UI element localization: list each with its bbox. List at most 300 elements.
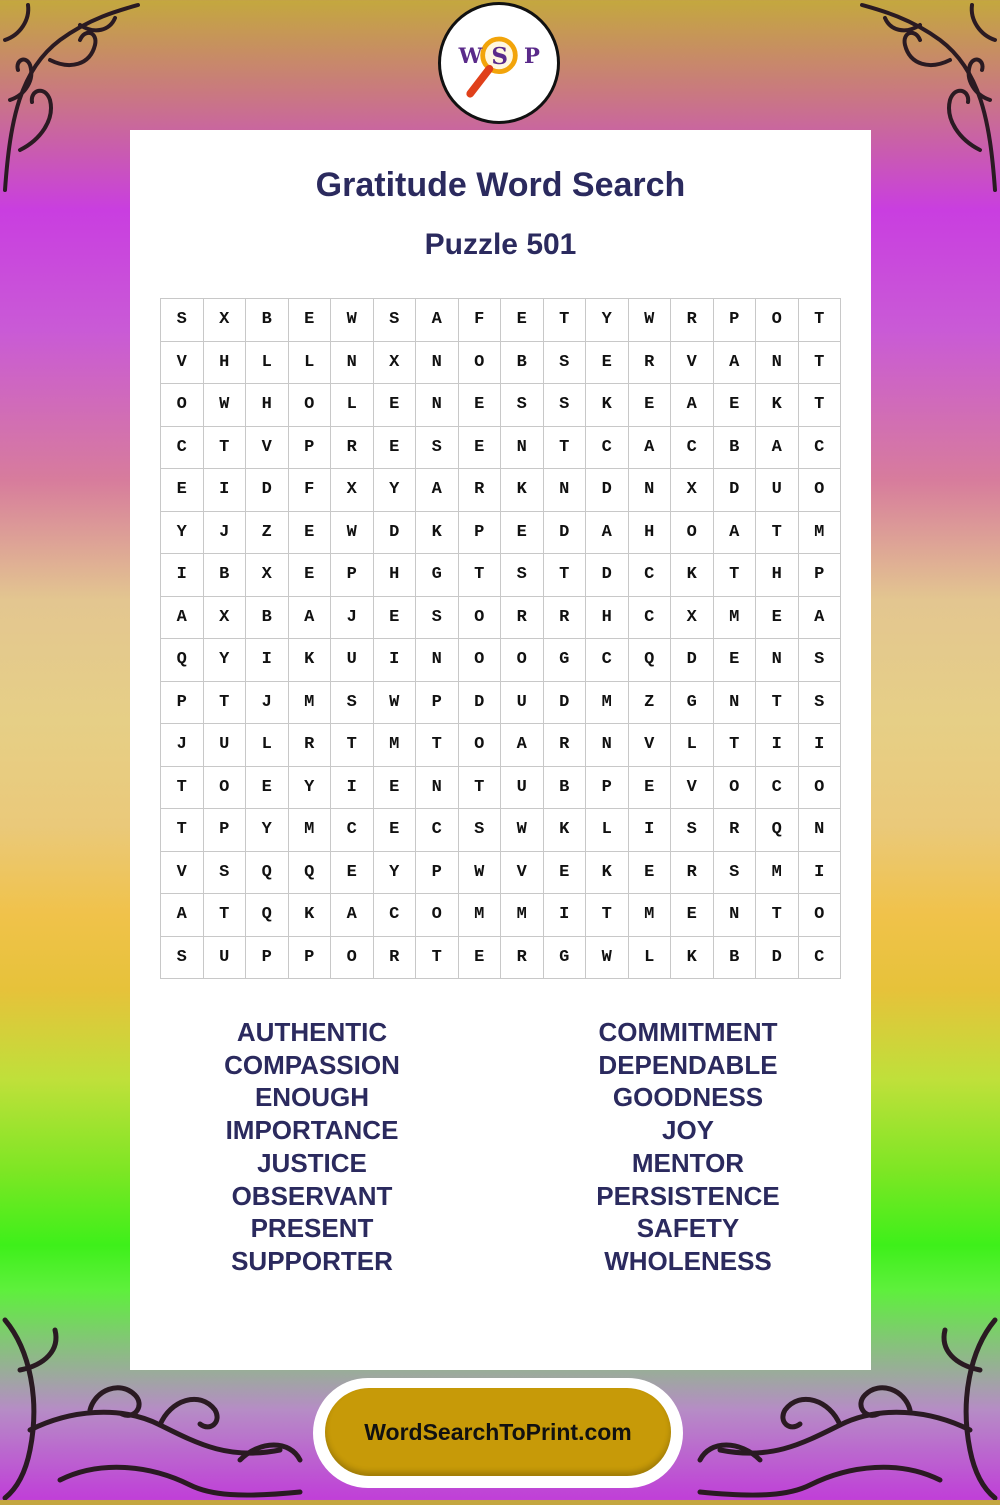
grid-row: [161, 341, 841, 384]
grid-cell[interactable]: B: [246, 299, 289, 342]
grid-row: [161, 596, 841, 639]
grid-cell[interactable]: T: [798, 384, 841, 427]
grid-cell[interactable]: N: [501, 426, 544, 469]
grid-cell[interactable]: E: [288, 554, 331, 597]
grid-cell[interactable]: C: [671, 426, 714, 469]
grid-cell[interactable]: I: [798, 724, 841, 767]
grid-cell[interactable]: M: [628, 894, 671, 937]
grid-row: [161, 511, 841, 554]
grid-cell[interactable]: G: [543, 639, 586, 682]
word-item: IMPORTANCE: [225, 1115, 399, 1146]
grid-cell[interactable]: T: [458, 766, 501, 809]
grid-cell[interactable]: X: [373, 341, 416, 384]
grid-cell[interactable]: T: [416, 724, 459, 767]
grid-cell[interactable]: N: [331, 341, 374, 384]
grid-cell[interactable]: X: [203, 596, 246, 639]
grid-cell[interactable]: E: [288, 511, 331, 554]
grid-cell[interactable]: G: [543, 936, 586, 979]
grid-cell[interactable]: E: [373, 596, 416, 639]
grid-cell[interactable]: D: [713, 469, 756, 512]
grid-cell[interactable]: U: [203, 724, 246, 767]
grid-cell[interactable]: M: [756, 851, 799, 894]
grid-cell[interactable]: O: [756, 299, 799, 342]
grid-cell[interactable]: N: [543, 469, 586, 512]
grid-cell[interactable]: O: [798, 469, 841, 512]
logo-letter-w: W: [458, 43, 483, 68]
grid-cell[interactable]: I: [756, 724, 799, 767]
grid-cell[interactable]: T: [713, 724, 756, 767]
grid-cell[interactable]: M: [288, 681, 331, 724]
grid-cell[interactable]: L: [671, 724, 714, 767]
grid-cell[interactable]: E: [628, 766, 671, 809]
grid-cell[interactable]: S: [798, 639, 841, 682]
corner-ornament-top-left: [0, 0, 140, 200]
word-item: SAFETY: [636, 1213, 740, 1244]
grid-cell[interactable]: D: [458, 681, 501, 724]
grid-cell[interactable]: R: [543, 596, 586, 639]
grid-row: [161, 299, 841, 342]
grid-cell[interactable]: W: [331, 511, 374, 554]
word-item: COMMITMENT: [598, 1017, 778, 1047]
grid-cell[interactable]: X: [331, 469, 374, 512]
grid-row: [161, 851, 841, 894]
grid-cell[interactable]: E: [713, 639, 756, 682]
word-item: SUPPORTER: [231, 1245, 393, 1276]
grid-cell[interactable]: M: [458, 894, 501, 937]
grid-cell[interactable]: W: [203, 384, 246, 427]
grid-cell[interactable]: K: [288, 639, 331, 682]
grid-cell[interactable]: V: [628, 724, 671, 767]
grid-row: [161, 936, 841, 979]
grid-cell[interactable]: V: [501, 851, 544, 894]
grid-cell[interactable]: C: [331, 809, 374, 852]
grid-cell[interactable]: N: [713, 681, 756, 724]
grid-cell[interactable]: K: [416, 511, 459, 554]
grid-cell[interactable]: C: [756, 766, 799, 809]
grid-cell[interactable]: E: [373, 426, 416, 469]
grid-cell[interactable]: K: [671, 936, 714, 979]
grid-cell[interactable]: Y: [203, 639, 246, 682]
grid-cell[interactable]: Q: [246, 894, 289, 937]
grid-cell[interactable]: E: [501, 511, 544, 554]
grid-cell[interactable]: M: [713, 596, 756, 639]
grid-cell[interactable]: S: [373, 299, 416, 342]
word-item: GOODNESS: [612, 1082, 764, 1113]
grid-cell[interactable]: T: [543, 299, 586, 342]
grid-cell[interactable]: T: [161, 766, 204, 809]
letter-grid: [160, 298, 841, 979]
grid-cell[interactable]: K: [756, 384, 799, 427]
grid-cell[interactable]: U: [501, 766, 544, 809]
grid-cell[interactable]: P: [416, 851, 459, 894]
grid-cell[interactable]: S: [161, 936, 204, 979]
grid-cell[interactable]: P: [161, 681, 204, 724]
grid-cell[interactable]: H: [756, 554, 799, 597]
site-badge: [313, 1378, 683, 1488]
word-item: PERSISTENCE: [596, 1180, 780, 1211]
grid-cell[interactable]: W: [586, 936, 629, 979]
grid-cell[interactable]: D: [756, 936, 799, 979]
grid-cell[interactable]: E: [713, 384, 756, 427]
grid-cell[interactable]: R: [458, 469, 501, 512]
grid-cell[interactable]: N: [756, 639, 799, 682]
grid-cell[interactable]: T: [416, 936, 459, 979]
grid-cell[interactable]: H: [586, 596, 629, 639]
grid-cell[interactable]: C: [373, 894, 416, 937]
grid-cell[interactable]: O: [798, 766, 841, 809]
grid-cell[interactable]: K: [586, 851, 629, 894]
grid-cell[interactable]: A: [586, 511, 629, 554]
grid-cell[interactable]: D: [373, 511, 416, 554]
grid-cell[interactable]: J: [203, 511, 246, 554]
word-item: DEPENDABLE: [598, 1049, 778, 1080]
grid-cell[interactable]: K: [671, 554, 714, 597]
grid-cell[interactable]: O: [501, 639, 544, 682]
grid-cell[interactable]: P: [203, 809, 246, 852]
grid-cell[interactable]: S: [543, 341, 586, 384]
word-item: OBSERVANT: [231, 1180, 393, 1211]
grid-cell[interactable]: B: [713, 426, 756, 469]
grid-cell[interactable]: Q: [756, 809, 799, 852]
grid-cell[interactable]: E: [628, 384, 671, 427]
grid-row: [161, 766, 841, 809]
grid-cell[interactable]: R: [501, 936, 544, 979]
grid-cell[interactable]: U: [756, 469, 799, 512]
grid-cell[interactable]: L: [246, 724, 289, 767]
grid-cell[interactable]: I: [798, 851, 841, 894]
grid-cell[interactable]: U: [501, 681, 544, 724]
grid-cell[interactable]: I: [161, 554, 204, 597]
grid-cell[interactable]: B: [501, 341, 544, 384]
grid-row: [161, 894, 841, 937]
grid-cell[interactable]: C: [586, 426, 629, 469]
grid-cell[interactable]: E: [288, 299, 331, 342]
grid-cell[interactable]: K: [288, 894, 331, 937]
grid-cell[interactable]: E: [458, 936, 501, 979]
logo-letter-p: P: [523, 43, 540, 68]
grid-cell[interactable]: A: [161, 596, 204, 639]
grid-cell[interactable]: T: [203, 681, 246, 724]
grid-cell[interactable]: Y: [373, 469, 416, 512]
grid-cell[interactable]: C: [161, 426, 204, 469]
grid-cell[interactable]: C: [628, 554, 671, 597]
grid-cell[interactable]: Y: [586, 299, 629, 342]
grid-cell[interactable]: E: [501, 299, 544, 342]
grid-cell[interactable]: N: [416, 639, 459, 682]
grid-cell[interactable]: S: [203, 851, 246, 894]
grid-cell[interactable]: I: [203, 469, 246, 512]
grid-cell[interactable]: I: [373, 639, 416, 682]
grid-cell[interactable]: V: [671, 341, 714, 384]
grid-cell[interactable]: U: [203, 936, 246, 979]
grid-cell[interactable]: Y: [288, 766, 331, 809]
word-item: PRESENT: [250, 1213, 374, 1244]
grid-cell[interactable]: W: [458, 851, 501, 894]
grid-cell[interactable]: K: [543, 809, 586, 852]
grid-cell[interactable]: T: [203, 426, 246, 469]
grid-cell[interactable]: A: [161, 894, 204, 937]
grid-cell[interactable]: I: [543, 894, 586, 937]
site-link-button[interactable]: WordSearchToPrint.com: [325, 1388, 671, 1476]
grid-cell[interactable]: E: [331, 851, 374, 894]
grid-cell[interactable]: O: [416, 894, 459, 937]
word-item: AUTHENTIC: [236, 1017, 388, 1047]
grid-cell[interactable]: E: [373, 766, 416, 809]
grid-cell[interactable]: D: [671, 639, 714, 682]
grid-cell[interactable]: V: [671, 766, 714, 809]
grid-cell[interactable]: U: [331, 639, 374, 682]
grid-cell[interactable]: A: [671, 384, 714, 427]
grid-cell[interactable]: A: [331, 894, 374, 937]
grid-cell[interactable]: V: [161, 341, 204, 384]
grid-cell[interactable]: A: [756, 426, 799, 469]
grid-cell[interactable]: S: [671, 809, 714, 852]
grid-cell[interactable]: N: [416, 341, 459, 384]
word-item: ENOUGH: [254, 1082, 370, 1113]
word-item: JOY: [661, 1115, 715, 1146]
grid-cell[interactable]: M: [586, 681, 629, 724]
grid-cell[interactable]: R: [288, 724, 331, 767]
grid-cell[interactable]: T: [458, 554, 501, 597]
grid-cell[interactable]: Y: [373, 851, 416, 894]
grid-cell[interactable]: X: [246, 554, 289, 597]
grid-cell[interactable]: F: [288, 469, 331, 512]
grid-cell[interactable]: S: [458, 809, 501, 852]
grid-cell[interactable]: K: [501, 469, 544, 512]
grid-cell[interactable]: O: [458, 639, 501, 682]
grid-cell[interactable]: N: [798, 809, 841, 852]
corner-ornament-top-right: [860, 0, 1000, 200]
grid-row: [161, 809, 841, 852]
grid-row: [161, 469, 841, 512]
grid-cell[interactable]: C: [628, 596, 671, 639]
grid-cell[interactable]: H: [246, 384, 289, 427]
grid-cell[interactable]: A: [713, 511, 756, 554]
word-item: JUSTICE: [257, 1147, 367, 1178]
grid-cell[interactable]: A: [416, 469, 459, 512]
grid-cell[interactable]: M: [288, 809, 331, 852]
grid-cell[interactable]: E: [543, 851, 586, 894]
grid-cell[interactable]: S: [798, 681, 841, 724]
grid-cell[interactable]: D: [586, 469, 629, 512]
grid-cell[interactable]: T: [543, 554, 586, 597]
grid-cell[interactable]: R: [713, 809, 756, 852]
grid-cell[interactable]: O: [671, 511, 714, 554]
word-list-left: [162, 1016, 462, 1278]
grid-cell[interactable]: E: [458, 426, 501, 469]
grid-cell[interactable]: P: [416, 681, 459, 724]
grid-cell[interactable]: T: [756, 894, 799, 937]
grid-cell[interactable]: E: [373, 809, 416, 852]
grid-cell[interactable]: E: [586, 341, 629, 384]
grid-cell[interactable]: E: [628, 851, 671, 894]
grid-cell[interactable]: O: [288, 384, 331, 427]
grid-cell[interactable]: Y: [161, 511, 204, 554]
grid-cell[interactable]: T: [756, 511, 799, 554]
grid-cell[interactable]: H: [628, 511, 671, 554]
grid-cell[interactable]: B: [713, 936, 756, 979]
grid-cell[interactable]: X: [203, 299, 246, 342]
grid-cell[interactable]: S: [416, 426, 459, 469]
grid-cell[interactable]: T: [586, 894, 629, 937]
grid-cell[interactable]: A: [798, 596, 841, 639]
grid-cell[interactable]: N: [713, 894, 756, 937]
grid-cell[interactable]: R: [331, 426, 374, 469]
grid-cell[interactable]: R: [628, 341, 671, 384]
grid-cell[interactable]: V: [246, 426, 289, 469]
grid-cell[interactable]: O: [161, 384, 204, 427]
grid-cell[interactable]: C: [586, 639, 629, 682]
grid-row: [161, 639, 841, 682]
puzzle-number: Puzzle 501: [424, 228, 577, 261]
grid-cell[interactable]: O: [203, 766, 246, 809]
grid-cell[interactable]: J: [161, 724, 204, 767]
grid-cell[interactable]: P: [331, 554, 374, 597]
grid-cell[interactable]: L: [628, 936, 671, 979]
grid-cell[interactable]: R: [671, 851, 714, 894]
grid-row: [161, 384, 841, 427]
grid-cell[interactable]: M: [798, 511, 841, 554]
grid-cell[interactable]: K: [586, 384, 629, 427]
grid-cell[interactable]: S: [713, 851, 756, 894]
grid-cell[interactable]: B: [543, 766, 586, 809]
grid-cell[interactable]: J: [246, 681, 289, 724]
grid-cell[interactable]: L: [288, 341, 331, 384]
grid-cell[interactable]: B: [203, 554, 246, 597]
grid-cell[interactable]: T: [798, 341, 841, 384]
grid-cell[interactable]: O: [458, 596, 501, 639]
word-item: WHOLENESS: [604, 1245, 772, 1276]
grid-cell[interactable]: D: [246, 469, 289, 512]
grid-cell[interactable]: W: [373, 681, 416, 724]
grid-cell[interactable]: Q: [161, 639, 204, 682]
grid-cell[interactable]: C: [416, 809, 459, 852]
grid-row: [161, 554, 841, 597]
grid-cell[interactable]: O: [798, 894, 841, 937]
grid-cell[interactable]: O: [458, 724, 501, 767]
grid-cell[interactable]: X: [671, 469, 714, 512]
grid-cell[interactable]: P: [288, 936, 331, 979]
grid-cell[interactable]: O: [713, 766, 756, 809]
grid-cell[interactable]: E: [458, 384, 501, 427]
grid-cell[interactable]: N: [586, 724, 629, 767]
grid-cell[interactable]: C: [798, 936, 841, 979]
grid-cell[interactable]: N: [628, 469, 671, 512]
grid-cell[interactable]: L: [331, 384, 374, 427]
grid-cell[interactable]: L: [586, 809, 629, 852]
grid-cell[interactable]: R: [373, 936, 416, 979]
grid-cell[interactable]: P: [713, 299, 756, 342]
grid-cell[interactable]: Q: [246, 851, 289, 894]
grid-cell[interactable]: S: [543, 384, 586, 427]
grid-cell[interactable]: T: [543, 426, 586, 469]
grid-cell[interactable]: Y: [246, 809, 289, 852]
grid-cell[interactable]: B: [246, 596, 289, 639]
grid-cell[interactable]: M: [373, 724, 416, 767]
grid-cell[interactable]: T: [756, 681, 799, 724]
grid-cell[interactable]: S: [501, 384, 544, 427]
logo-letter-s: S: [491, 42, 508, 70]
grid-cell[interactable]: A: [416, 299, 459, 342]
grid-cell[interactable]: V: [161, 851, 204, 894]
grid-cell[interactable]: R: [543, 724, 586, 767]
grid-cell[interactable]: E: [161, 469, 204, 512]
wsp-logo: [438, 2, 560, 124]
grid-cell[interactable]: T: [161, 809, 204, 852]
word-item: MENTOR: [631, 1147, 745, 1178]
grid-cell[interactable]: C: [798, 426, 841, 469]
grid-cell[interactable]: O: [458, 341, 501, 384]
grid-cell[interactable]: P: [288, 426, 331, 469]
grid-cell[interactable]: N: [416, 384, 459, 427]
grid-cell[interactable]: Q: [628, 639, 671, 682]
grid-cell[interactable]: L: [246, 341, 289, 384]
grid-cell[interactable]: F: [458, 299, 501, 342]
grid-cell[interactable]: A: [501, 724, 544, 767]
grid-cell[interactable]: N: [416, 766, 459, 809]
grid-cell[interactable]: Z: [628, 681, 671, 724]
grid-cell[interactable]: A: [713, 341, 756, 384]
grid-cell[interactable]: E: [373, 384, 416, 427]
grid-cell[interactable]: Q: [288, 851, 331, 894]
grid-cell[interactable]: S: [161, 299, 204, 342]
grid-cell[interactable]: Z: [246, 511, 289, 554]
grid-cell[interactable]: W: [628, 299, 671, 342]
grid-cell[interactable]: E: [671, 894, 714, 937]
grid-cell[interactable]: G: [416, 554, 459, 597]
grid-cell[interactable]: P: [458, 511, 501, 554]
grid-cell[interactable]: H: [373, 554, 416, 597]
grid-cell[interactable]: T: [713, 554, 756, 597]
grid-cell[interactable]: P: [246, 936, 289, 979]
grid-cell[interactable]: T: [331, 724, 374, 767]
grid-cell[interactable]: I: [628, 809, 671, 852]
word-item: COMPASSION: [224, 1049, 400, 1080]
grid-cell[interactable]: J: [331, 596, 374, 639]
grid-cell[interactable]: E: [246, 766, 289, 809]
grid-row: [161, 724, 841, 767]
grid-row: [161, 426, 841, 469]
grid-cell[interactable]: E: [756, 596, 799, 639]
grid-cell[interactable]: D: [543, 511, 586, 554]
word-list-right: [538, 1016, 838, 1278]
grid-cell[interactable]: O: [331, 936, 374, 979]
grid-cell[interactable]: A: [288, 596, 331, 639]
grid-cell[interactable]: P: [586, 766, 629, 809]
grid-cell[interactable]: G: [671, 681, 714, 724]
grid-cell[interactable]: M: [501, 894, 544, 937]
grid-cell[interactable]: N: [756, 341, 799, 384]
grid-cell[interactable]: S: [331, 681, 374, 724]
grid-cell[interactable]: X: [671, 596, 714, 639]
grid-cell[interactable]: I: [331, 766, 374, 809]
grid-cell[interactable]: I: [246, 639, 289, 682]
page-title: Gratitude Word Search: [315, 166, 686, 204]
grid-cell[interactable]: H: [203, 341, 246, 384]
grid-cell[interactable]: A: [628, 426, 671, 469]
grid-cell[interactable]: P: [798, 554, 841, 597]
grid-cell[interactable]: T: [798, 299, 841, 342]
grid-cell[interactable]: D: [543, 681, 586, 724]
grid-cell[interactable]: W: [331, 299, 374, 342]
grid-cell[interactable]: D: [586, 554, 629, 597]
grid-cell[interactable]: S: [501, 554, 544, 597]
grid-cell[interactable]: W: [501, 809, 544, 852]
grid-cell[interactable]: S: [416, 596, 459, 639]
grid-cell[interactable]: R: [501, 596, 544, 639]
grid-cell[interactable]: T: [203, 894, 246, 937]
grid-cell[interactable]: R: [671, 299, 714, 342]
